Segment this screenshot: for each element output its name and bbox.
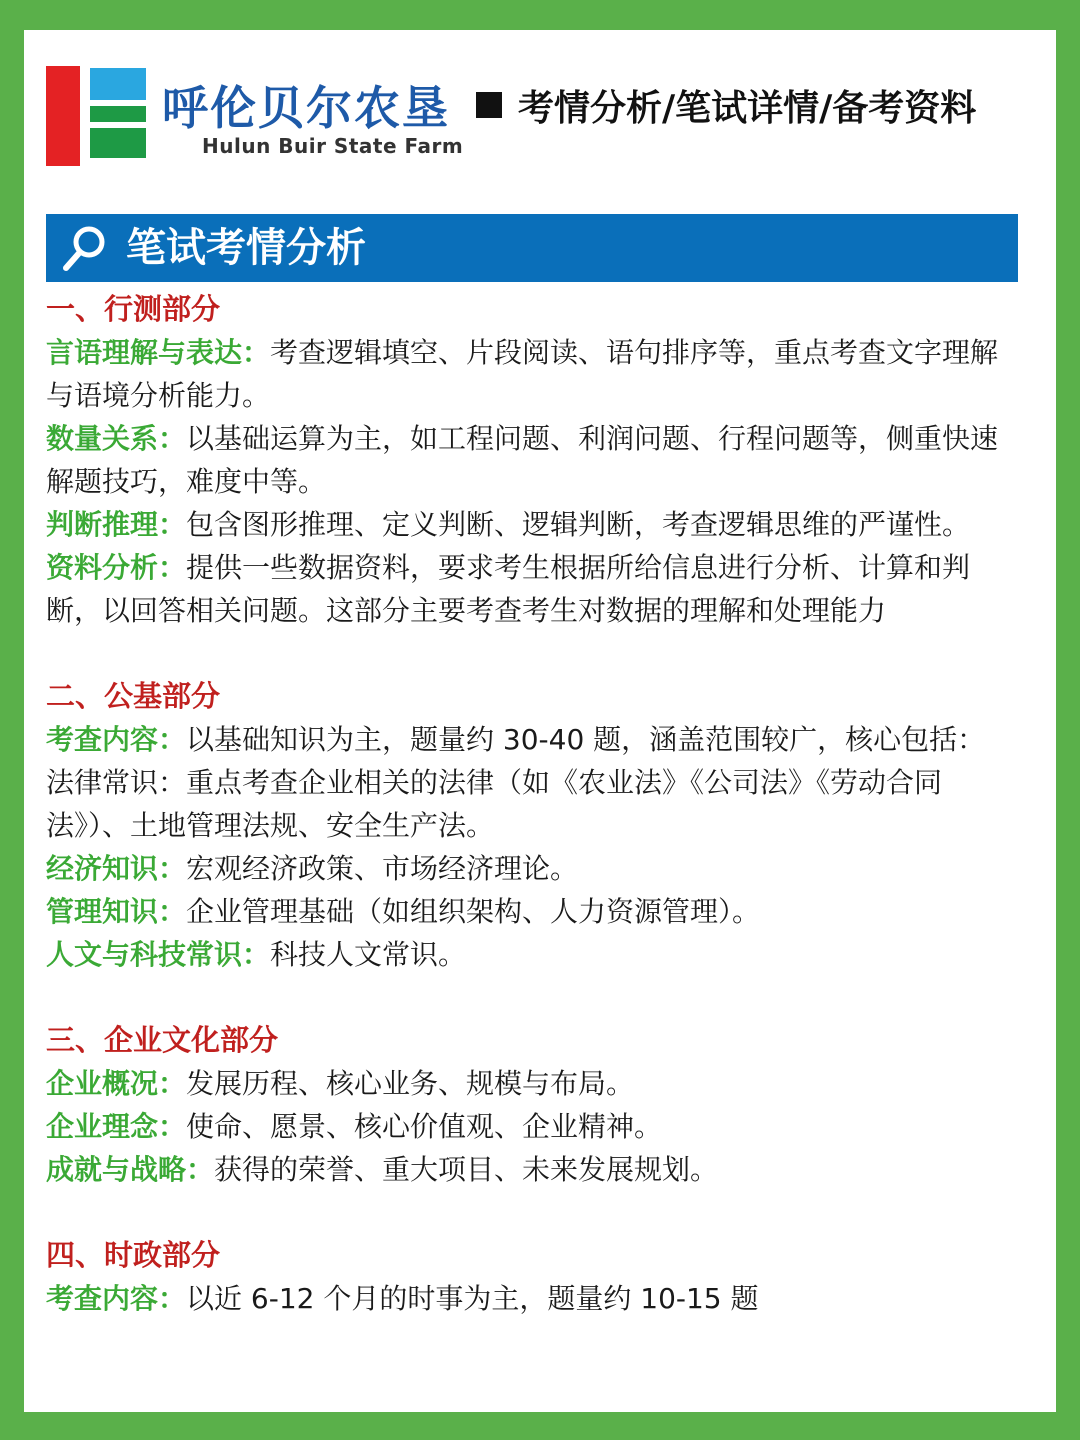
- banner-title: 笔试考情分析: [126, 225, 366, 271]
- search-icon: [58, 222, 110, 274]
- list-item: 管理知识：企业管理基础（如组织架构、人力资源管理）。: [46, 895, 761, 928]
- list-item: 资料分析：提供一些数据资料，要求考生根据所给信息进行分析、计算和判断，以回答相关问题。这部分主要考查考生对数据的理解和处理能力: [46, 551, 971, 627]
- content-body: [46, 288, 1018, 1320]
- section-title-1: 一、行测部分: [46, 292, 221, 326]
- list-item: 考查内容：以基础知识为主，题量约 30-40 题，涵盖范围较广，核心包括：: [46, 723, 986, 756]
- list-item: 考查内容：以近 6-12 个月的时事为主，题量约 10-15 题: [46, 1282, 759, 1315]
- list-item: 经济知识：宏观经济政策、市场经济理论。: [46, 852, 579, 885]
- logo-mark: [46, 66, 150, 166]
- list-item: 企业概况：发展历程、核心业务、规模与布局。: [46, 1067, 635, 1100]
- list-item: 判断推理：包含图形推理、定义判断、逻辑判断，考查逻辑思维的严谨性。: [46, 508, 971, 541]
- list-item: 法律常识：重点考查企业相关的法律（如《农业法》《公司法》《劳动合同法》）、土地管理法规、安全生产法。: [46, 766, 943, 842]
- list-item: 言语理解与表达：考查逻辑填空、片段阅读、语句排序等，重点考查文字理解与语境分析能力。: [46, 336, 999, 412]
- section-title-3: 三、企业文化部分: [46, 1023, 279, 1057]
- list-item: 企业理念：使命、愿景、核心价值观、企业精神。: [46, 1110, 663, 1143]
- list-item: 数量关系：以基础运算为主，如工程问题、利润问题、行程问题等，侧重快速解题技巧，难度中等。: [46, 422, 999, 498]
- page-card: [24, 30, 1056, 1412]
- header-title: 考情分析/笔试详情/备考资料: [518, 88, 977, 129]
- section-title-2: 二、公基部分: [46, 679, 221, 713]
- logo-english-name: Hulun Buir State Farm: [202, 134, 464, 158]
- logo-chinese-name: 呼伦贝尔农垦: [162, 81, 450, 135]
- header-square-bullet: [476, 92, 502, 118]
- section-title-4: 四、时政部分: [46, 1238, 221, 1272]
- list-item: 人文与科技常识：科技人文常识。: [46, 938, 467, 971]
- section-banner: [46, 214, 1018, 282]
- list-item: 成就与战略：获得的荣誉、重大项目、未来发展规划。: [46, 1153, 719, 1186]
